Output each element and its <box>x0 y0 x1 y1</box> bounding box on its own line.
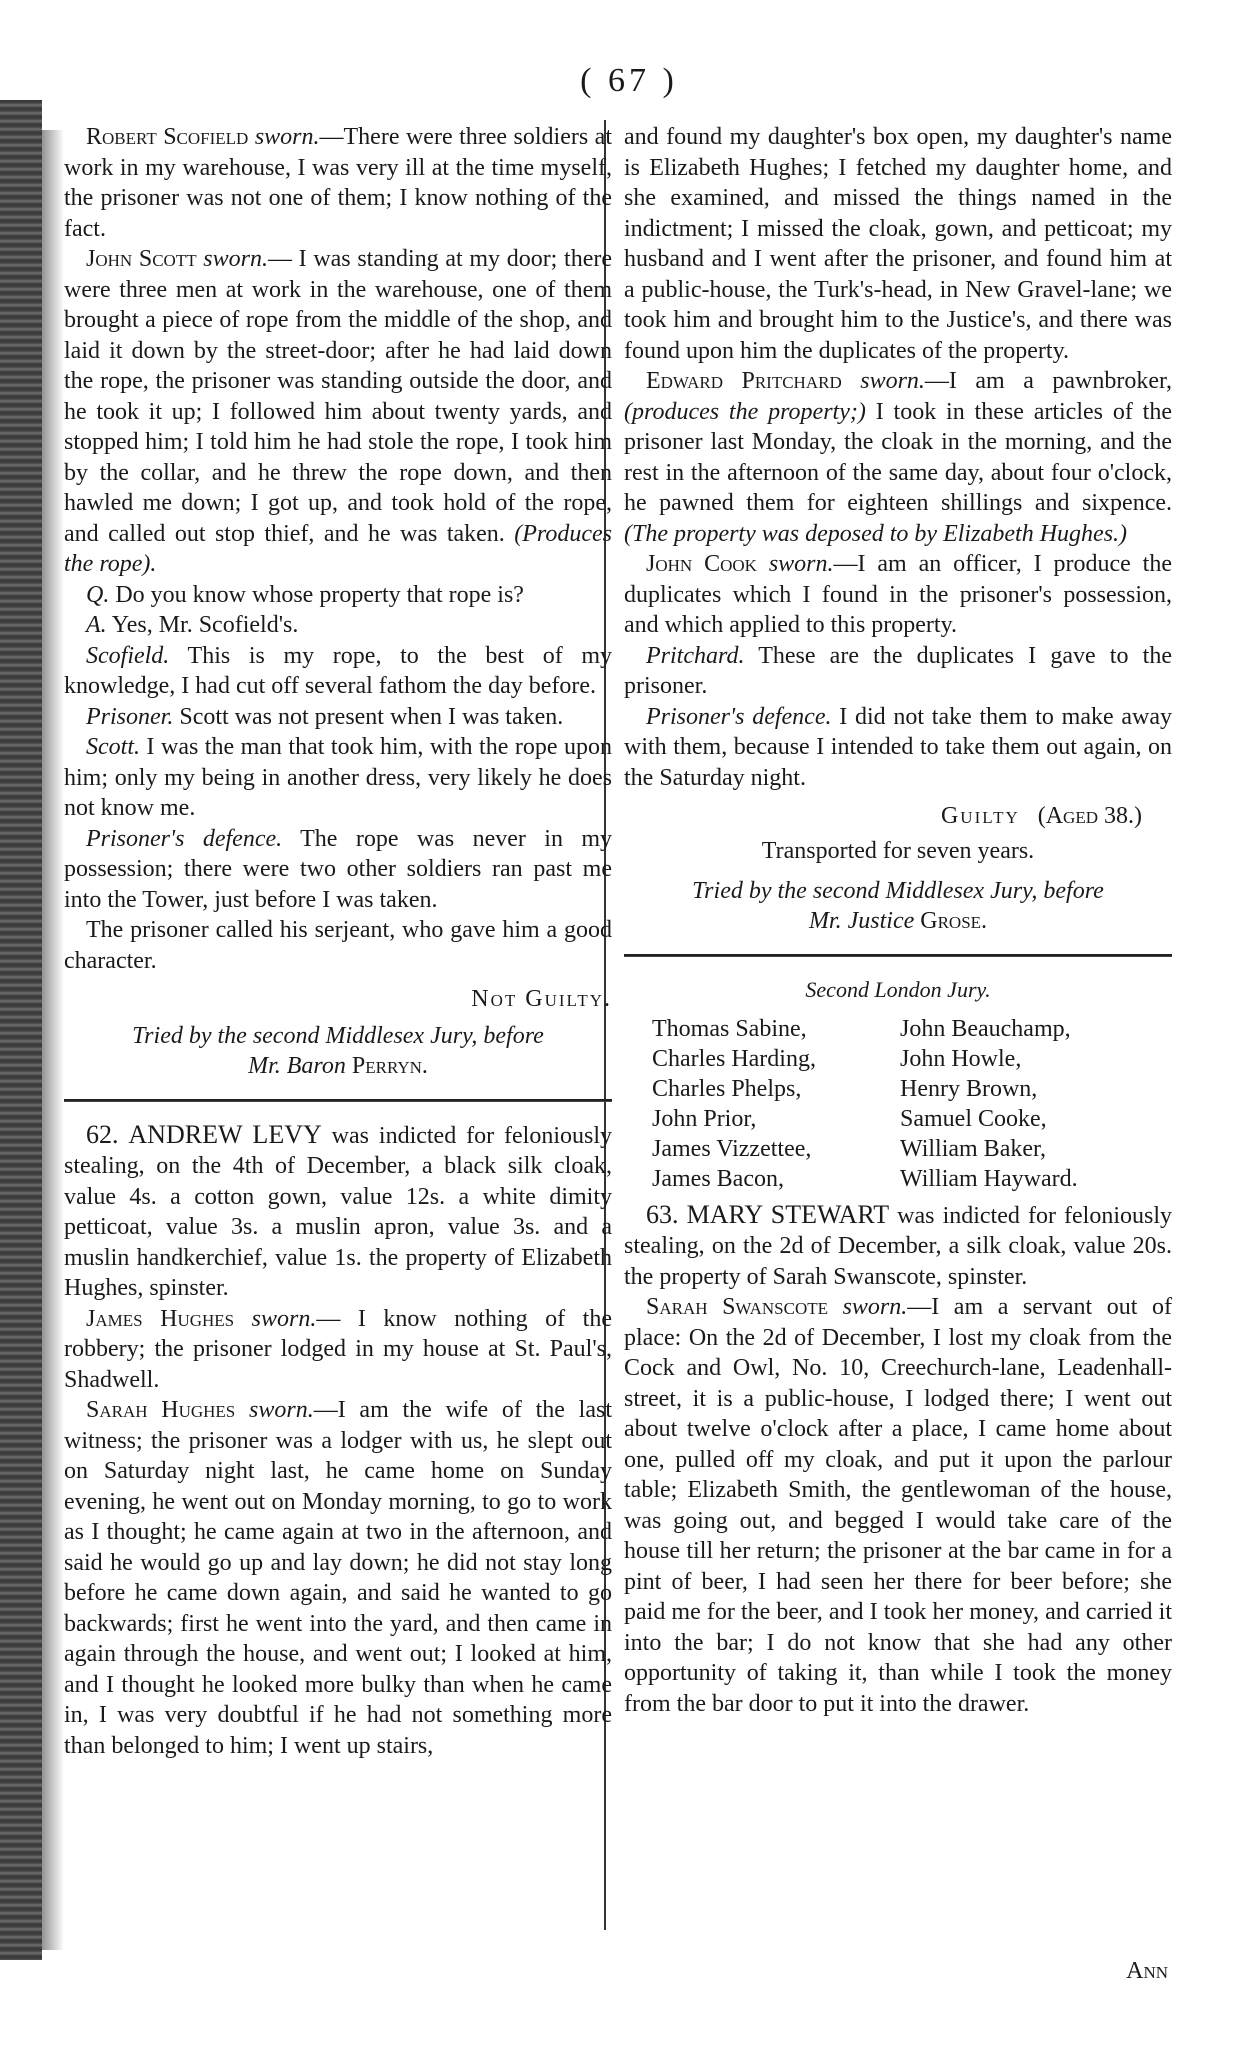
sworn-label: sworn. <box>203 246 268 272</box>
jury-title: Second London Jury. <box>805 977 991 1002</box>
testimony-paragraph <box>64 641 612 702</box>
testimony-text: — I know nothing of the robbery; the prisoner lodged in my house at St. Paul's, Shadwell. <box>64 1305 612 1393</box>
tried-judge-prefix: Mr. Justice <box>808 908 915 934</box>
juror-name: Charles Harding, <box>652 1045 816 1072</box>
verdict-text: Guilty <box>940 803 1020 829</box>
question-marker: Q. <box>86 581 110 608</box>
witness-name: John Scott <box>86 246 197 272</box>
testimony-continuation <box>624 122 1172 366</box>
speaker-label: Prisoner's defence. <box>646 703 832 730</box>
case-heading <box>624 1200 1172 1293</box>
defendant-age: (Aged 38.) <box>1037 803 1142 829</box>
testimony-paragraph <box>624 549 1172 641</box>
right-column <box>624 122 1172 1719</box>
stage-direction: (Produces the rope). <box>64 520 613 577</box>
sworn-label: sworn. <box>254 124 320 150</box>
section-rule <box>64 1099 612 1102</box>
verdict <box>624 801 1142 832</box>
jury-list <box>652 1014 1172 1194</box>
testimony-text: —I am a pawnbroker, <box>924 368 1173 394</box>
tried-judge-name: Grose. <box>920 908 988 934</box>
testimony-text: —There were three soldiers at work in my warehouse, I was very ill at the time myself, the prisoner was not one of them; I know nothing of the fact. <box>64 124 613 242</box>
witness-name: James Hughes <box>86 1305 235 1332</box>
note-paragraph <box>64 915 612 976</box>
juror-name: Henry Brown, <box>900 1075 1038 1102</box>
defendant-name: ANDREW LEVY <box>128 1119 322 1149</box>
juror-name: William Hayward. <box>900 1165 1078 1192</box>
juror-name: Thomas Sabine, <box>652 1015 807 1042</box>
testimony-text: —I am an officer, I produce the duplicates which I found in the prisoner's possession, and which applied to this property. <box>624 551 1172 638</box>
testimony-text: The rope was never in my possession; there were two other soldiers ran past me into the Tower, just before I was taken. <box>64 825 613 913</box>
witness-name: Edward Pritchard <box>646 368 842 394</box>
testimony-text: Scott was not present when I was taken. <box>179 703 564 730</box>
note-text: The prisoner called his serjeant, who gave him a good character. <box>64 917 612 974</box>
juror-name: John Howle, <box>900 1045 1022 1072</box>
testimony-text: I took in these articles of the prisoner last Monday, the cloak in the morning, and the rest in the afternoon of the same day, about four o'clock, he pawned them for eighteen shillings and sixpence. <box>624 398 1172 516</box>
testimony-paragraph <box>64 702 612 733</box>
juror-name: Samuel Cooke, <box>900 1105 1047 1132</box>
witness-name: Robert Scofield <box>86 124 249 150</box>
defence-paragraph <box>64 824 612 916</box>
book-binding-shadow <box>0 100 42 1960</box>
juror-name: James Vizzettee, <box>652 1135 812 1162</box>
testimony-text: I was the man that took him, with the rope upon him; only my being in another dress, very likely he does not know me. <box>64 734 612 821</box>
testimony-text: and found my daughter's box open, my daughter's name is Elizabeth Hughes; I fetched my daughter home, and she examined, and missed the things named in the indictment; I missed the cloak, gown, and petticoat; my husband and I went after the prisoner, and found him at a public-house, the Turk's-head, in New Gravel-lane; we took him and brought him to the Justice's, and there was found upon him the duplicates of the property. <box>624 124 1172 364</box>
sworn-label: sworn. <box>842 1294 908 1320</box>
case-number: 62. <box>86 1119 119 1149</box>
testimony-paragraph <box>624 641 1172 702</box>
defendant-name: MARY STEWART <box>686 1199 890 1229</box>
tried-before <box>624 876 1172 936</box>
case-number: 63. <box>646 1199 679 1229</box>
indictment-text: was indicted for feloniously stealing, on the 2d of December, a silk cloak, value 20s. the property of Sarah Swanscote, spinster. <box>624 1202 1173 1290</box>
testimony-text: —I am the wife of the last witness; the prisoner was a lodger with us, he slept out on Saturday night last, he came home on Sunday evening, he went out on Monday morning, to go to work as I thought; he came again at two in the afternoon, and said he would go up and lay down; he did not stay long before he came down again, and said he wanted to go backwards; first he went into the yard, and then came in again through the house, and went out; I looked at him, and I thought he looked more bulky than when he came in, I was very doubtful if he had not something more than belonged to him; I went up stairs, <box>64 1397 612 1759</box>
answer-marker: A. <box>86 612 107 638</box>
case-heading <box>64 1120 612 1304</box>
page-number: ( 67 ) <box>580 62 678 99</box>
testimony-text: — I was standing at my door; there were three men at work in the warehouse, one of them brought a piece of rope from the middle of the shop, and laid it down by the street-door; after he had laid down the rope, the prisoner was standing outside the door, and he took it up; I followed him about twenty yards, and stopped him; I told him he had stole the rope, I took him by the collar, and he threw the rope down, and then hawled me down; I got up, and took hold of the rope, and called out stop thief, and he was taken. <box>64 246 613 547</box>
catchword: Ann <box>1126 1958 1168 1984</box>
juror-name: Charles Phelps, <box>652 1075 802 1102</box>
testimony-paragraph <box>64 1395 612 1761</box>
juror-name: John Prior, <box>652 1105 757 1132</box>
verdict: Not Guilty. <box>471 986 612 1012</box>
witness-name: Sarah Swanscote <box>646 1294 828 1320</box>
left-column <box>64 122 612 1761</box>
speaker-label: Pritchard. <box>646 642 745 669</box>
juror-name: John Beauchamp, <box>900 1015 1071 1042</box>
testimony-paragraph <box>64 1304 612 1396</box>
stage-direction: (The property was deposed to by Elizabeth Hughes.) <box>624 520 1128 547</box>
answer-text: Yes, Mr. Scofield's. <box>111 612 299 638</box>
testimony-text: This is my rope, to the best of my knowledge, I had cut off several fathom the day before. <box>64 642 612 699</box>
testimony-text: I did not take them to make away with them, because I intended to take them out again, on the Saturday night. <box>624 703 1173 791</box>
speaker-label: Scott. <box>86 734 140 760</box>
question-text: Do you know whose property that rope is? <box>115 581 524 608</box>
tried-line-1: Tried by the second Middlesex Jury, before <box>692 878 1104 904</box>
juror-name: James Bacon, <box>652 1165 784 1192</box>
binding-edge-shadow <box>42 130 64 1950</box>
tried-before <box>64 1021 612 1081</box>
testimony-paragraph <box>64 732 612 824</box>
sworn-label: sworn. <box>249 1397 314 1423</box>
testimony-text: These are the duplicates I gave to the prisoner. <box>624 642 1172 699</box>
indictment-text: was indicted for feloniously stealing, on the 4th of December, a black silk cloak, value 4s. a cotton gown, value 12s. a white dimity petticoat, value 3s. a muslin apron, value 3s. and a muslin handkerchief, value 1s. the property of Elizabeth Hughes, spinster. <box>64 1122 612 1301</box>
section-rule <box>624 954 1172 957</box>
answer-paragraph <box>64 610 612 641</box>
stage-direction: (produces the property;) <box>624 398 866 425</box>
testimony-paragraph <box>64 244 612 580</box>
testimony-paragraph <box>624 1292 1172 1719</box>
tried-line-1: Tried by the second Middlesex Jury, before <box>132 1022 544 1049</box>
sentence: Transported for seven years. <box>761 837 1035 864</box>
sworn-label: sworn. <box>251 1305 317 1332</box>
testimony-paragraph <box>64 122 612 244</box>
speaker-label: Prisoner. <box>86 703 174 730</box>
sworn-label: sworn. <box>768 551 834 577</box>
defence-paragraph <box>624 702 1172 794</box>
juror-name: William Baker, <box>900 1135 1047 1162</box>
sworn-label: sworn. <box>860 368 925 394</box>
speaker-label: Scofield. <box>86 642 170 669</box>
tried-judge-name: Perryn. <box>351 1052 428 1079</box>
question-paragraph <box>64 580 612 611</box>
witness-name: John Cook <box>646 551 757 577</box>
speaker-label: Prisoner's defence. <box>86 825 283 852</box>
testimony-paragraph <box>624 366 1172 549</box>
tried-judge-prefix: Mr. Baron <box>248 1052 346 1079</box>
witness-name: Sarah Hughes <box>86 1397 236 1423</box>
testimony-text: —I am a servant out of place: On the 2d of December, I lost my cloak from the Cock and Owl, No. 10, Creechurch-lane, Leadenhall-street, it is a public-house, I lodged there; I went out about twelve o'clock after a place, I came home about one, pulled off my cloak, and put it upon the parlour table; Elizabeth Smith, the gentlewoman of the house, was going out, and begged I would take care of the house till her return; the prisoner at the bar came in for a pint of beer, I had seen her there for beer before; she paid me for the beer, and I took her money, and carried it into the bar; I do not know that she had any other opportunity of taking it, than while I took the money from the bar door to put it into the drawer. <box>624 1294 1173 1717</box>
